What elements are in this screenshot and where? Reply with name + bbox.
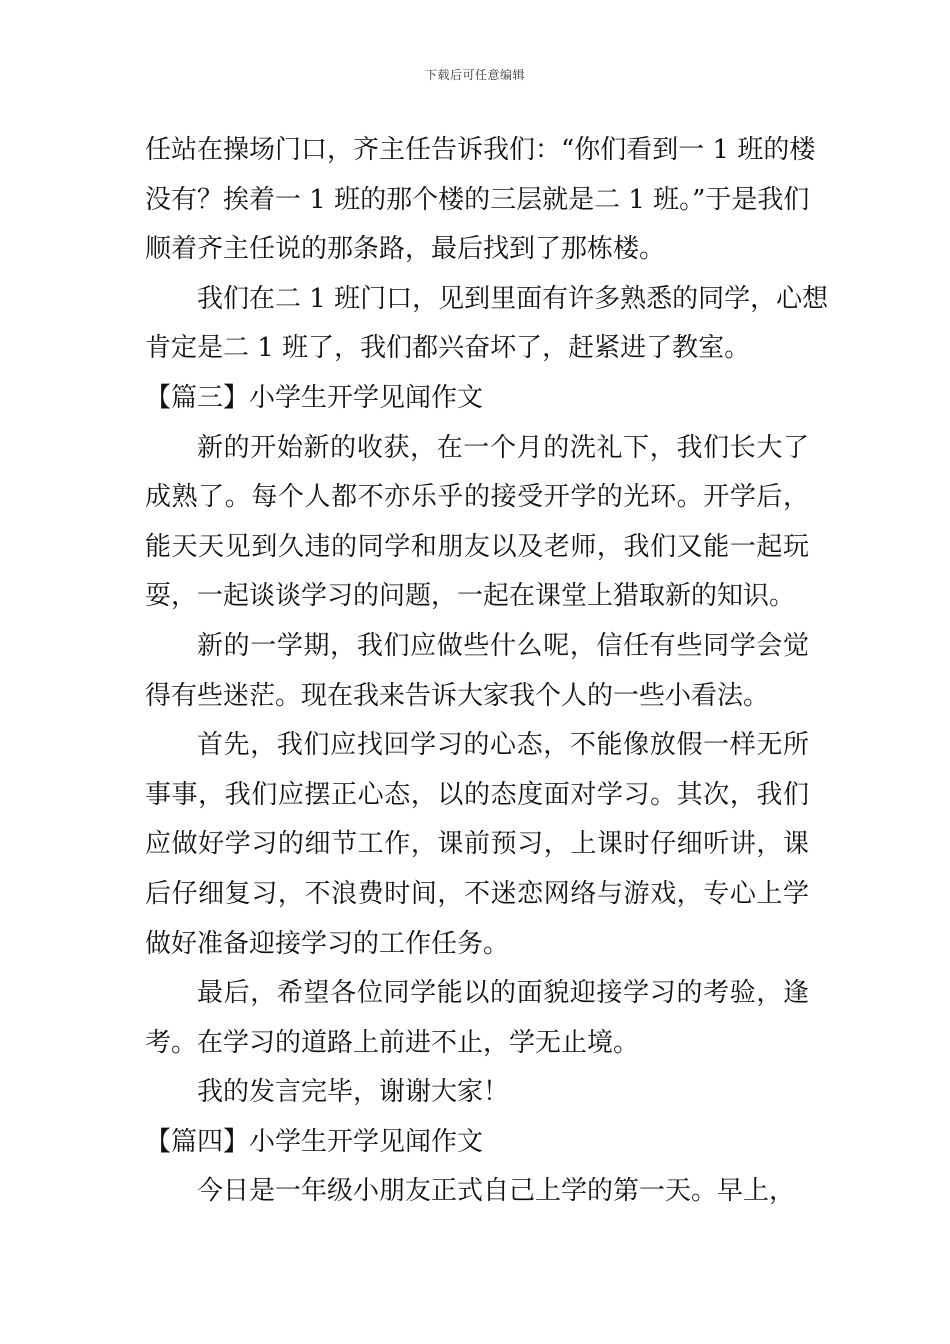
text-line: 我的发言完毕，谢谢大家！ <box>197 1077 510 1108</box>
text-line: 成熟了。每个人都不亦乐乎的接受开学的光环。开学后， <box>145 482 809 513</box>
page-header: 下载后可任意编辑 <box>424 68 525 82</box>
text-line: 我们在二 1 班门口，见到里面有许多熟悉的同学，心想 <box>197 283 829 314</box>
text-line: 后仔细复习，不浪费时间，不迷恋网络与游戏，专心上学 <box>145 878 809 909</box>
text-line: 肯定是二 1 班了，我们都兴奋坏了，赶紧进了教室。 <box>145 333 751 364</box>
text-line: 最后，希望各位同学能以的面貌迎接学习的考验，逢 <box>197 978 809 1009</box>
text-line: 应做好学习的细节工作，课前预习，上课时仔细听讲，课 <box>145 829 809 860</box>
text-line: 没有？挨着一 1 班的那个楼的三层就是二 1 班。”于是我们 <box>145 184 810 215</box>
text-line: 事事，我们应摆正心态，以的态度面对学习。其次，我们 <box>145 779 809 810</box>
text-line: 耍，一起谈谈学习的问题，一起在课堂上猎取新的知识。 <box>145 581 796 612</box>
section-heading: 【篇四】小学生开学见闻作文 <box>145 1126 484 1157</box>
text-line: 任站在操场门口，齐主任告诉我们：“你们看到一 1 班的楼 <box>145 135 816 165</box>
section-heading: 【篇三】小学生开学见闻作文 <box>145 382 484 413</box>
text-line: 得有些迷茫。现在我来告诉大家我个人的一些小看法。 <box>145 680 770 711</box>
text-line: 新的一学期，我们应做些什么呢，信任有些同学会觉 <box>197 630 809 661</box>
text-line: 首先，我们应找回学习的心态，不能像放假一样无所 <box>197 730 809 761</box>
document-body <box>145 126 829 1217</box>
text-line: 做好准备迎接学习的工作任务。 <box>145 928 510 959</box>
text-line: 考。在学习的道路上前进不止，学无止境。 <box>145 1027 640 1058</box>
text-line: 顺着齐主任说的那条路，最后找到了那栋楼。 <box>145 234 666 265</box>
text-line: 能天天见到久违的同学和朋友以及老师，我们又能一起玩 <box>145 531 809 562</box>
text-line: 今日是一年级小朋友正式自己上学的第一天。早上， <box>197 1176 796 1207</box>
text-line: 新的开始新的收获，在一个月的洗礼下，我们长大了 <box>197 432 809 463</box>
